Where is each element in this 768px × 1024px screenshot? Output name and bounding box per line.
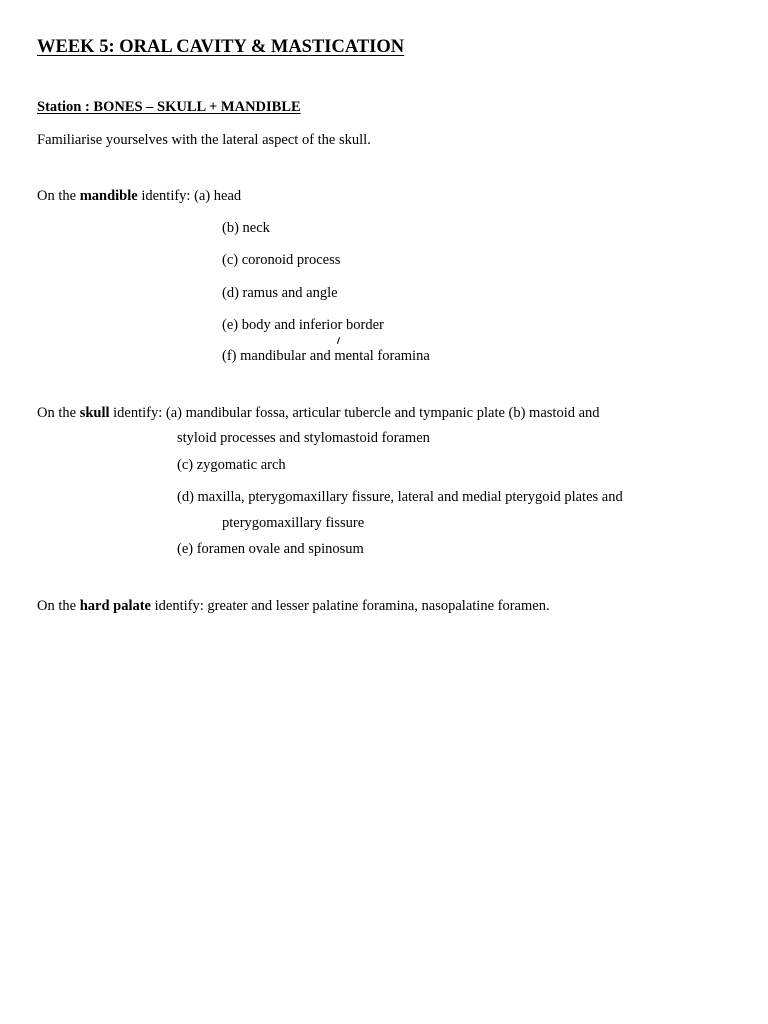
skull-keyword: skull (79, 405, 110, 421)
skull-lead-line (37, 406, 600, 421)
mandible-prefix: On the (37, 188, 80, 204)
mandible-item-c: (c) coronoid process (222, 252, 341, 268)
skull-item-d-continuation: pterygomaxillary fissure (222, 515, 365, 531)
mandible-item-b: (b) neck (222, 220, 270, 236)
skull-item-c: (c) zygomatic arch (177, 457, 286, 473)
mandible-lead-line (37, 189, 241, 204)
palate-keyword: hard palate (79, 598, 151, 614)
palate-lead-line (37, 599, 550, 614)
mandible-item-d: (d) ramus and angle (222, 285, 338, 301)
palate-prefix: On the (37, 598, 80, 614)
skull-item-d: (d) maxilla, pterygomaxillary fissure, lateral and medial pterygoid plates and (177, 489, 623, 505)
document-title: WEEK 5: ORAL CAVITY & MASTICATION (37, 37, 405, 57)
skull-suffix: identify: (a) mandibular fossa, articular tubercle and tympanic plate (b) mastoid and (109, 405, 600, 421)
skull-continuation: styloid processes and stylomastoid foramen (177, 430, 430, 446)
intro-text: Familiarise yourselves with the lateral aspect of the skull. (37, 132, 371, 148)
mandible-item-e: (e) body and inferior border (222, 317, 384, 333)
station-heading: Station : BONES – SKULL + MANDIBLE (37, 99, 301, 115)
pen-mark (337, 337, 340, 344)
mandible-keyword: mandible (79, 188, 138, 204)
skull-prefix: On the (37, 405, 80, 421)
palate-suffix: identify: greater and lesser palatine foramina, nasopalatine foramen. (150, 598, 550, 614)
skull-item-e: (e) foramen ovale and spinosum (177, 541, 364, 557)
mandible-item-f: (f) mandibular and mental foramina (222, 348, 430, 364)
mandible-suffix: identify: (a) head (137, 188, 242, 204)
